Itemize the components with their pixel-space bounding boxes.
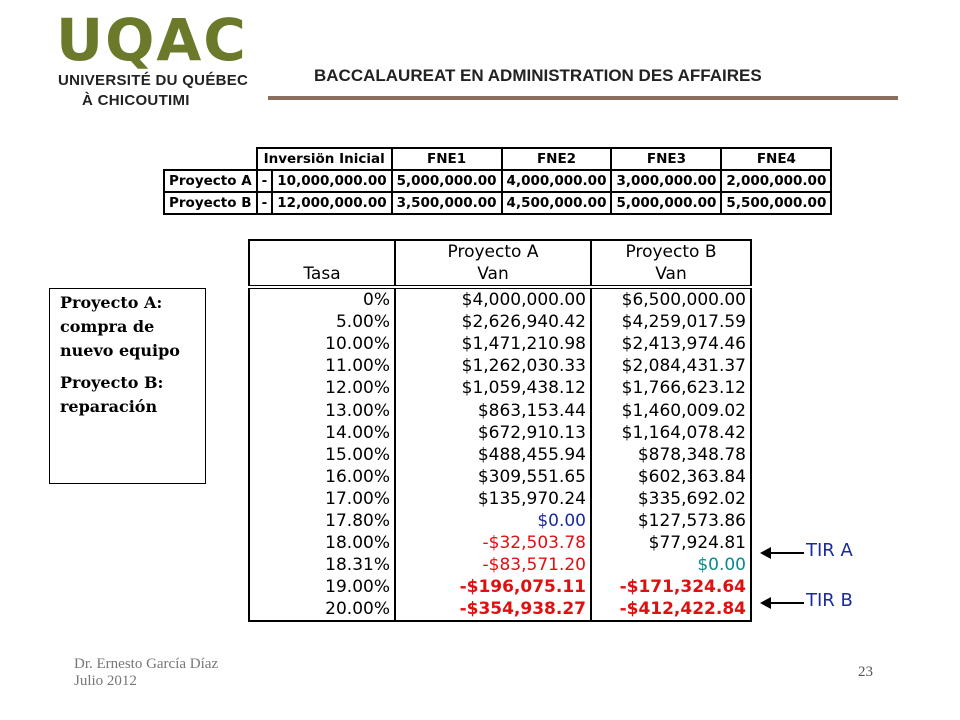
table-row <box>249 287 751 311</box>
uqac-logo <box>56 8 266 112</box>
tasa-cell: 17.80% <box>249 510 395 532</box>
flows-fne3: 3,000,000.00 <box>611 170 721 192</box>
page-number: 23 <box>858 664 873 680</box>
table-row <box>249 488 751 510</box>
tir-a-label: TIR A <box>806 540 853 561</box>
van-a-cell: $1,262,030.33 <box>395 355 591 377</box>
logo-wordmark: UQAC <box>56 6 248 74</box>
van-b-cell: $1,766,623.12 <box>591 377 751 399</box>
table-row <box>249 399 751 421</box>
van-b-cell: $335,692.02 <box>591 488 751 510</box>
table-row <box>249 444 751 466</box>
van-a-cell: $135,970.24 <box>395 488 591 510</box>
van-b-cell: $1,164,078.42 <box>591 422 751 444</box>
tasa-cell: 11.00% <box>249 355 395 377</box>
van-a-cell: $4,000,000.00 <box>395 287 591 311</box>
table-row <box>249 377 751 399</box>
description-project-b: Proyecto B: reparación <box>60 373 164 416</box>
van-header-van-a: Van <box>395 263 591 287</box>
logo-line-1: UNIVERSITÉ DU QUÉBEC <box>58 72 249 89</box>
van-a-cell: -$196,075.11 <box>395 576 591 598</box>
tasa-cell: 0% <box>249 287 395 311</box>
van-a-cell: -$83,571.20 <box>395 554 591 576</box>
footer-date: Julio 2012 <box>74 673 137 689</box>
table-row <box>249 333 751 355</box>
flows-row-a <box>164 170 831 192</box>
tasa-cell: 14.00% <box>249 422 395 444</box>
van-header-tasa: Tasa <box>249 263 395 287</box>
flows-name: Proyecto B <box>164 192 257 214</box>
van-a-cell: $863,153.44 <box>395 399 591 421</box>
van-a-cell: -$32,503.78 <box>395 532 591 554</box>
van-b-cell: $6,500,000.00 <box>591 287 751 311</box>
van-header-row-2 <box>249 263 751 287</box>
tasa-cell: 17.00% <box>249 488 395 510</box>
flows-header-fne4: FNE4 <box>721 148 831 170</box>
van-b-cell: $77,924.81 <box>591 532 751 554</box>
tir-b-label: TIR B <box>806 590 853 611</box>
project-description-box <box>49 288 206 484</box>
van-header-proyecto-a: Proyecto A <box>395 240 591 263</box>
header-title: BACCALAUREAT EN ADMINISTRATION DES AFFAIRES <box>314 66 762 85</box>
van-table <box>248 239 752 622</box>
van-b-cell: -$412,422.84 <box>591 598 751 621</box>
van-b-cell: $1,460,009.02 <box>591 399 751 421</box>
tasa-cell: 15.00% <box>249 444 395 466</box>
flows-fne4: 5,500,000.00 <box>721 192 831 214</box>
table-row <box>249 422 751 444</box>
table-row <box>249 510 751 532</box>
table-row <box>249 532 751 554</box>
van-b-cell: $878,348.78 <box>591 444 751 466</box>
flows-row-b <box>164 192 831 214</box>
van-a-cell: -$354,938.27 <box>395 598 591 621</box>
tasa-cell: 18.00% <box>249 532 395 554</box>
flows-header-row <box>164 148 831 170</box>
van-header-proyecto-b: Proyecto B <box>591 240 751 263</box>
van-b-cell: $602,363.84 <box>591 466 751 488</box>
tasa-cell: 16.00% <box>249 466 395 488</box>
van-a-cell: $0.00 <box>395 510 591 532</box>
tasa-cell: 13.00% <box>249 399 395 421</box>
van-a-cell: $1,471,210.98 <box>395 333 591 355</box>
table-row <box>249 554 751 576</box>
cash-flows-table <box>163 147 832 215</box>
flows-inv: 10,000,000.00 <box>272 170 391 192</box>
table-row <box>249 311 751 333</box>
flows-fne4: 2,000,000.00 <box>721 170 831 192</box>
tasa-cell: 12.00% <box>249 377 395 399</box>
flows-inv: 12,000,000.00 <box>272 192 391 214</box>
logo-line-2: À CHICOUTIMI <box>82 92 190 109</box>
tasa-cell: 20.00% <box>249 598 395 621</box>
flows-fne1: 5,000,000.00 <box>392 170 502 192</box>
tir-b-arrow-icon <box>770 602 804 604</box>
van-header-van-b: Van <box>591 263 751 287</box>
table-row <box>249 576 751 598</box>
flows-fne2: 4,500,000.00 <box>502 192 612 214</box>
tasa-cell: 18.31% <box>249 554 395 576</box>
flows-fne2: 4,000,000.00 <box>502 170 612 192</box>
van-a-cell: $672,910.13 <box>395 422 591 444</box>
tasa-cell: 10.00% <box>249 333 395 355</box>
flows-header-fne2: FNE2 <box>502 148 612 170</box>
van-b-cell: $2,084,431.37 <box>591 355 751 377</box>
van-a-cell: $488,455.94 <box>395 444 591 466</box>
table-row <box>249 598 751 621</box>
flows-header-fne1: FNE1 <box>392 148 502 170</box>
flows-corner <box>164 148 257 170</box>
van-a-cell: $2,626,940.42 <box>395 311 591 333</box>
van-b-cell: $0.00 <box>591 554 751 576</box>
footer-author-block <box>74 656 218 690</box>
flows-sign: - <box>257 192 273 214</box>
van-a-cell: $1,059,438.12 <box>395 377 591 399</box>
header-rule <box>268 96 898 100</box>
van-b-cell: -$171,324.64 <box>591 576 751 598</box>
flows-sign: - <box>257 170 273 192</box>
van-b-cell: $2,413,974.46 <box>591 333 751 355</box>
tasa-cell: 5.00% <box>249 311 395 333</box>
van-header-blank <box>249 240 395 263</box>
tir-a-arrow-icon <box>770 552 804 554</box>
flows-fne1: 3,500,000.00 <box>392 192 502 214</box>
description-project-a: Proyecto A: compra de nuevo equipo <box>60 293 180 360</box>
flows-name: Proyecto A <box>164 170 257 192</box>
table-row <box>249 466 751 488</box>
table-row <box>249 355 751 377</box>
flows-header-fne3: FNE3 <box>611 148 721 170</box>
van-header-row-1 <box>249 240 751 263</box>
van-b-cell: $4,259,017.59 <box>591 311 751 333</box>
van-b-cell: $127,573.86 <box>591 510 751 532</box>
tasa-cell: 19.00% <box>249 576 395 598</box>
flows-header-inversion: Inversiön Inicial <box>257 148 392 170</box>
footer-author: Dr. Ernesto García Díaz <box>74 656 219 672</box>
flows-fne3: 5,000,000.00 <box>611 192 721 214</box>
van-a-cell: $309,551.65 <box>395 466 591 488</box>
